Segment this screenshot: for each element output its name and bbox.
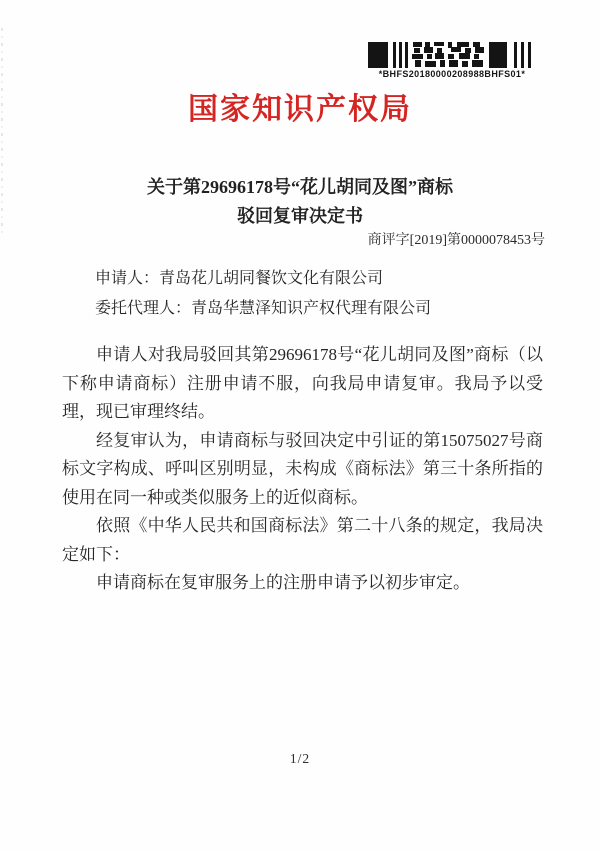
issuing-authority-title: 国家知识产权局 [188, 93, 412, 126]
agent-line: 委托代理人：青岛华慧泽知识产权代理有限公司 [95, 300, 432, 317]
reference-number: 商评字[2019]第0000078453号 [367, 233, 545, 248]
applicant-line: 申请人：青岛花儿胡同餐饮文化有限公司 [95, 270, 384, 287]
decision-body [62, 341, 543, 598]
barcode-image [368, 42, 536, 68]
document-title [0, 173, 600, 231]
barcode [368, 42, 536, 79]
parties-block [95, 264, 431, 324]
document-title-line2: 驳回复审决定书 [237, 206, 363, 226]
document-title-line1: 关于第29696178号“花儿胡同及图”商标 [147, 177, 453, 197]
body-paragraph-2: 经复审认为，申请商标与驳回决定中引证的第15075027号商标文字构成、呼叫区别明显，未构成《商标法》第三十条所指的使用在同一种或类似服务上的近似商标。 [62, 430, 543, 507]
page-number: 1/2 [289, 751, 311, 766]
body-paragraph-4: 申请商标在复审服务上的注册申请予以初步审定。 [96, 573, 470, 592]
body-paragraph-3: 依照《中华人民共和国商标法》第二十八条的规定，我局决定如下： [62, 516, 543, 564]
body-paragraph-1: 申请人对我局驳回其第29696178号“花儿胡同及图”商标（以下称申请商标）注册申请不服，向我局申请复审。我局予以受理，现已审理终结。 [62, 345, 543, 421]
barcode-text: *BHFS20180000208988BHFS01* [378, 69, 526, 79]
